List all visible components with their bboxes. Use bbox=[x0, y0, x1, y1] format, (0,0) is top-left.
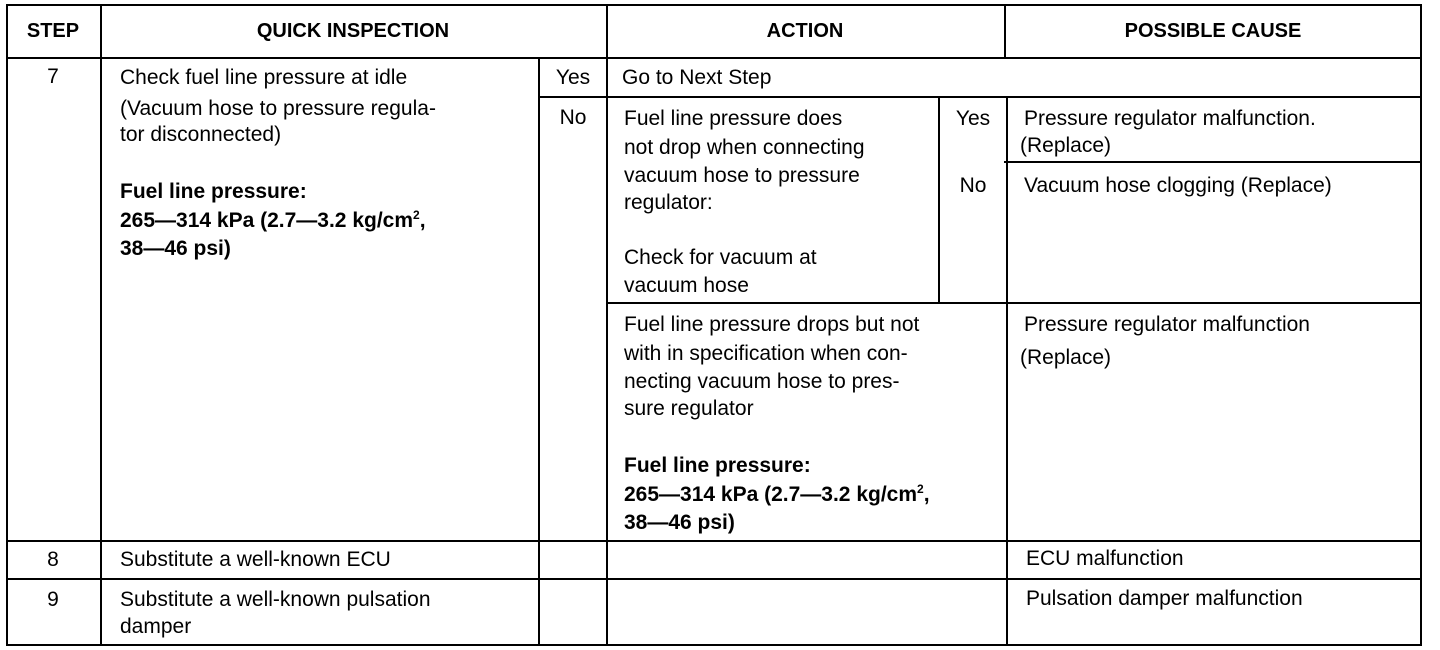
cause-text: Pressure regulator malfunction bbox=[1024, 313, 1310, 336]
action-text: regulator: bbox=[624, 191, 713, 214]
no-label: No bbox=[559, 106, 587, 129]
action-text: not drop when connecting bbox=[624, 136, 865, 159]
spec-label: Fuel line pressure: bbox=[624, 454, 811, 477]
column-divider bbox=[606, 4, 608, 646]
column-divider bbox=[100, 4, 102, 646]
row-divider bbox=[6, 540, 1422, 542]
cause-text: Pressure regulator malfunction. bbox=[1024, 107, 1316, 130]
action-text: Go to Next Step bbox=[622, 66, 772, 89]
header-possible-cause: POSSIBLE CAUSE bbox=[1124, 20, 1302, 42]
column-divider bbox=[1006, 96, 1008, 646]
inspection-text: Substitute a well-known pulsation bbox=[120, 588, 431, 611]
inspection-text: tor disconnected) bbox=[120, 123, 282, 146]
column-divider bbox=[538, 57, 540, 646]
action-text: necting vacuum hose to pres- bbox=[624, 370, 900, 393]
action-text: sure regulator bbox=[624, 397, 754, 420]
spec-value: 265—314 kPa (2.7—3.2 $kg/cm^2$, bbox=[624, 482, 930, 506]
spec-value: 38—46 psi) bbox=[624, 511, 735, 534]
row-divider bbox=[608, 302, 1422, 304]
action-text: Check for vacuum at bbox=[624, 246, 817, 269]
header-action: ACTION bbox=[766, 20, 844, 42]
cause-text: Pulsation damper malfunction bbox=[1026, 587, 1303, 610]
inspection-text: damper bbox=[120, 615, 192, 638]
action-text: with in specification when con- bbox=[624, 342, 908, 365]
step-number: 8 bbox=[47, 548, 59, 571]
row-divider bbox=[608, 96, 1422, 98]
row-divider bbox=[6, 57, 1422, 59]
cause-text: (Replace) bbox=[1020, 134, 1112, 157]
step-number: 7 bbox=[47, 65, 59, 88]
spec-label: Fuel line pressure: bbox=[120, 180, 307, 203]
inspection-text: (Vacuum hose to pressure regula- bbox=[120, 97, 436, 120]
row-divider bbox=[6, 578, 1422, 580]
action-text: vacuum hose to pressure bbox=[624, 164, 860, 187]
row-divider bbox=[538, 96, 608, 98]
action-text: vacuum hose bbox=[624, 274, 749, 297]
spec-value: 265—314 kPa (2.7—3.2 $kg/cm^2$, bbox=[120, 208, 426, 232]
step-number: 9 bbox=[47, 588, 59, 611]
yes-label: Yes bbox=[555, 66, 591, 89]
header-quick-inspection: QUICK INSPECTION bbox=[256, 20, 450, 42]
action-text: Fuel line pressure does bbox=[624, 107, 843, 130]
header-step: STEP bbox=[26, 20, 80, 42]
spec-value: 38—46 psi) bbox=[120, 237, 231, 260]
cause-text: ECU malfunction bbox=[1026, 547, 1184, 570]
cause-text: (Replace) bbox=[1020, 346, 1112, 369]
yes-label: Yes bbox=[955, 107, 991, 130]
inspection-text: Substitute a well-known ECU bbox=[120, 548, 391, 571]
row-divider bbox=[1004, 161, 1422, 163]
inspection-text: Check fuel line pressure at idle bbox=[120, 66, 408, 89]
action-text: Fuel line pressure drops but not bbox=[624, 313, 920, 336]
cause-text: Vacuum hose clogging (Replace) bbox=[1024, 174, 1332, 197]
no-label: No bbox=[959, 174, 987, 197]
